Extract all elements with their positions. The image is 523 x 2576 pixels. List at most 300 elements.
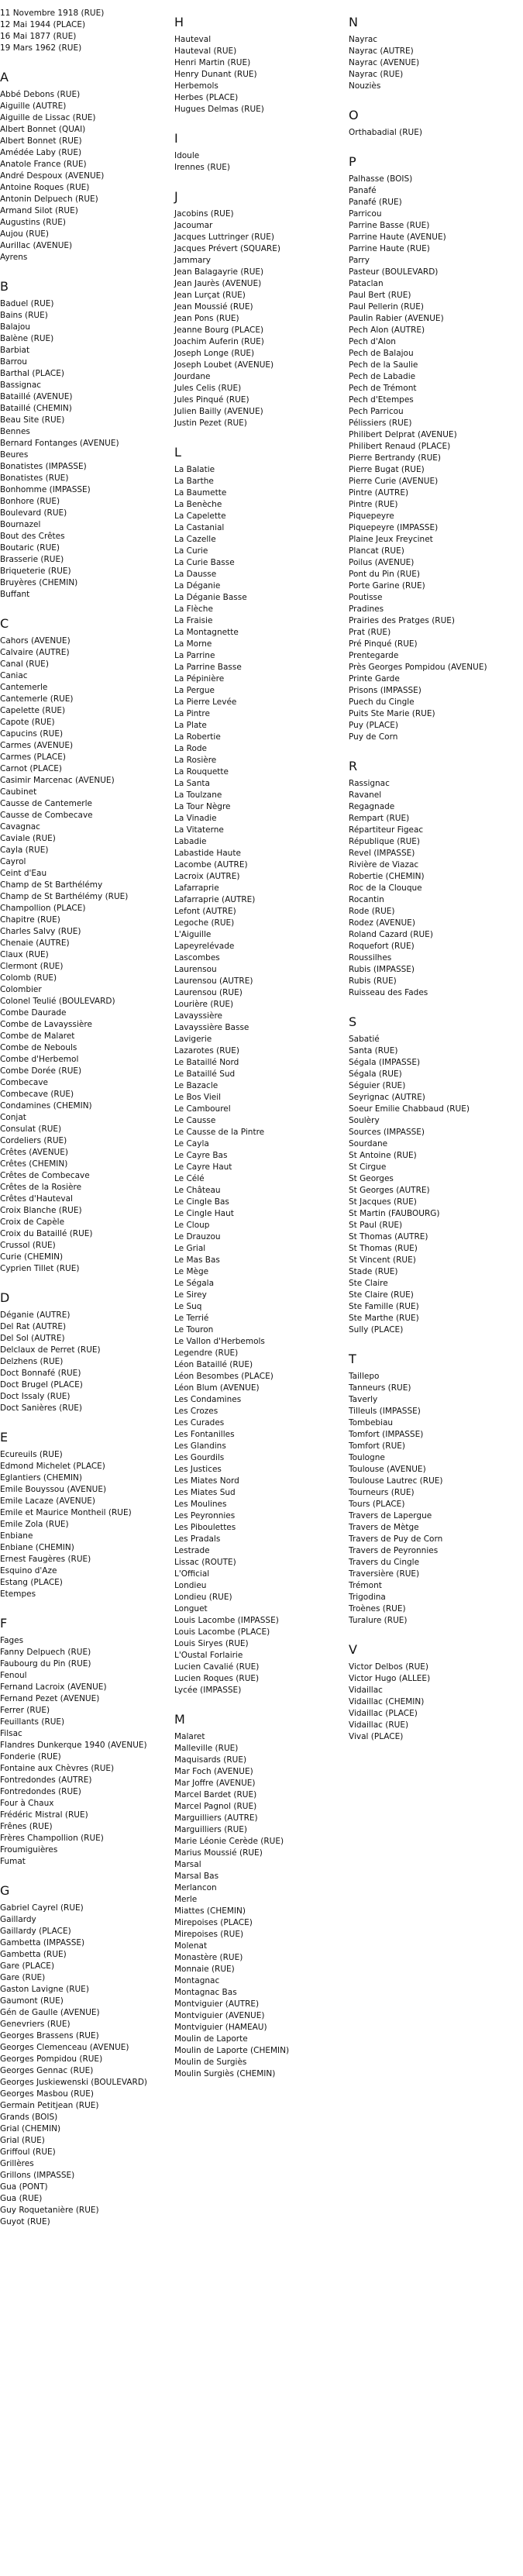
street-entry: Estang (PLACE) [0, 1578, 63, 1587]
street-entry: Sourdane [349, 1139, 388, 1149]
street-entry: Frênes (RUE) [0, 1822, 53, 1831]
letter-section [0, 8, 163, 54]
street-entry: République (RUE) [349, 837, 421, 846]
street-entry: Lacombe (AUTRE) [174, 860, 248, 870]
street-entry: Julien Bailly (AVENUE) [174, 407, 263, 416]
street-entry: Consulat (RUE) [0, 1124, 62, 1134]
street-entry: Molenat [174, 1941, 208, 1951]
street-entry: Tilleuls (IMPASSE) [349, 1407, 421, 1416]
street-entry: Printe Garde [349, 674, 400, 684]
street-entry: Près Georges Pompidou (AVENUE) [349, 663, 487, 672]
street-entry: Causse de Cantemerle [0, 799, 93, 808]
street-entry: Le Grial [174, 1244, 206, 1253]
street-entry: La Castanial [174, 523, 225, 532]
street-entry: Montviguier (AVENUE) [174, 2011, 265, 2020]
street-entry: Turalure (RUE) [349, 1616, 408, 1625]
street-entry: Buffant [0, 590, 30, 599]
street-entry: Le Drauzou [174, 1232, 221, 1242]
street-entry: Le Bos Vieil [174, 1093, 222, 1102]
street-entry: Canal (RUE) [0, 659, 49, 669]
street-entry: Lefont (AUTRE) [174, 907, 236, 916]
street-entry: Armand Silot (RUE) [0, 206, 78, 215]
street-entry: Le Bataillé Sud [174, 1069, 236, 1079]
street-entry: Travers de Lapergue [349, 1511, 432, 1520]
street-entry: Grial (RUE) [0, 2136, 45, 2145]
street-entry: Montagnac [174, 1976, 220, 1985]
street-entry: Lavayssière Basse [174, 1023, 249, 1032]
street-entry: Toulogne [349, 1453, 385, 1462]
street-entry: Les Miates Nord [174, 1476, 239, 1486]
street-entry: Ayrens [0, 253, 28, 262]
street-entry: Pech Parricou [349, 407, 404, 416]
street-entry: Antonin Delpuech (RUE) [0, 195, 98, 204]
street-entry: Eglantiers (CHEMIN) [0, 1473, 82, 1483]
street-entry: Beau Site (RUE) [0, 415, 65, 425]
street-entry: Le Cloup [174, 1221, 210, 1230]
street-entry: Jean Lurçat (RUE) [174, 291, 246, 300]
street-entry: Conjat [0, 1113, 26, 1122]
street-entry: Combe de Lavayssière [0, 1020, 92, 1029]
street-entry: Fanny Delpuech (RUE) [0, 1648, 91, 1657]
section-letter-heading: G [0, 1883, 10, 1898]
street-entry: Crêtes (AVENUE) [0, 1148, 68, 1157]
street-entry: Legendre (RUE) [174, 1348, 239, 1358]
street-entry: Parrine Basse (RUE) [349, 221, 430, 230]
street-entry: Mirepoises (PLACE) [174, 1918, 253, 1927]
index-column-3 [349, 8, 511, 1755]
street-entry: Grillons (IMPASSE) [0, 2171, 75, 2180]
street-entry: Champ de St Barthélémy [0, 880, 103, 890]
street-entry: Lacroix (AUTRE) [174, 872, 240, 881]
street-entry: Barthal (PLACE) [0, 369, 64, 378]
letter-section [0, 275, 163, 601]
letter-section [349, 1638, 511, 1743]
street-entry: La Flèche [174, 604, 213, 614]
street-entry: Combe d'Herbemol [0, 1055, 79, 1064]
street-entry: Bonhore (RUE) [0, 497, 60, 506]
street-entry: Séguier (RUE) [349, 1081, 406, 1090]
street-entry: Jacoumar [174, 221, 213, 230]
street-entry: Ste Claire [349, 1279, 388, 1288]
street-entry: Malleville (RUE) [174, 1744, 239, 1753]
street-entry: Balène (RUE) [0, 334, 54, 343]
street-entry: Nayrac [349, 35, 378, 44]
street-entry: Gaston Lavigne (RUE) [0, 1985, 89, 1994]
street-entry: Rodez (AVENUE) [349, 918, 415, 928]
section-letter-heading: T [349, 1352, 356, 1366]
street-entry: Colombier [0, 985, 42, 994]
street-entry: Ségala (RUE) [349, 1069, 402, 1079]
street-entry: Les Justices [174, 1465, 222, 1474]
street-entry: Travers de Mètge [349, 1523, 419, 1532]
street-entry: Léon Bataillé (RUE) [174, 1360, 253, 1369]
street-entry: Travers du Cingle [349, 1558, 420, 1567]
street-entry: Victor Delbos (RUE) [349, 1662, 429, 1672]
street-entry: Joseph Longe (RUE) [174, 349, 255, 358]
letter-section [174, 441, 337, 1696]
street-entry: Soeur Emilie Chabbaud (RUE) [349, 1104, 470, 1114]
street-entry: Jourdane [174, 372, 211, 381]
street-entry: Roland Cazard (RUE) [349, 930, 433, 939]
street-entry: Genevriers (RUE) [0, 2020, 71, 2029]
street-entry: Sabatié [349, 1035, 380, 1044]
street-entry: Justin Pezet (RUE) [174, 418, 247, 428]
street-entry: Boutaric (RUE) [0, 543, 60, 553]
street-entry: Rivière de Viazac [349, 860, 419, 870]
section-letter-heading: B [0, 279, 9, 294]
street-entry: Colomb (RUE) [0, 973, 57, 983]
street-entry: Les Gourdils [174, 1453, 225, 1462]
street-entry: Toulouse Lautrec (RUE) [349, 1476, 443, 1486]
street-entry: Bout des Crêtes [0, 532, 65, 541]
street-entry: Le Touron [174, 1325, 214, 1334]
section-letter-heading: V [349, 1642, 357, 1657]
street-entry: Ferrer (RUE) [0, 1706, 50, 1715]
street-entry: Le Cambourel [174, 1104, 231, 1114]
street-entry: Enbiane (CHEMIN) [0, 1543, 74, 1552]
index-column-2 [174, 8, 337, 2092]
street-entry: Combecave (RUE) [0, 1090, 74, 1099]
street-entry: Lafarraprie (AUTRE) [174, 895, 256, 904]
street-entry: La Cazelle [174, 535, 216, 544]
street-entry: Del Rat (AUTRE) [0, 1322, 67, 1331]
street-entry: Ruisseau des Fades [349, 988, 428, 997]
street-entry: Lycée (IMPASSE) [174, 1686, 242, 1695]
street-entry: Pech de Trémont [349, 384, 417, 393]
letter-section [0, 1426, 163, 1600]
street-entry: Nouziès [349, 81, 381, 91]
street-entry: Louis Lacombe (PLACE) [174, 1627, 270, 1637]
street-entry: Marcel Pagnol (RUE) [174, 1802, 257, 1811]
street-entry: Gare (RUE) [0, 1973, 46, 1982]
street-entry: Jacobins (RUE) [174, 209, 234, 219]
street-entry: La Déganie [174, 581, 221, 591]
street-entry: Anatole France (RUE) [0, 160, 87, 169]
street-entry: Georges Gennac (RUE) [0, 2066, 94, 2075]
street-entry: Laurensou (RUE) [174, 988, 243, 997]
street-entry: Jean Moussié (RUE) [174, 302, 253, 312]
street-entry: Miattes (CHEMIN) [174, 1906, 246, 1916]
street-entry: Jacques Prévert (SQUARE) [174, 244, 280, 253]
street-entry: Fontaine aux Chèvres (RUE) [0, 1764, 115, 1773]
street-entry: Jean Jaurès (AVENUE) [174, 279, 262, 288]
street-entry: Colonel Teulié (BOULEVARD) [0, 997, 115, 1006]
street-entry: Les Moulines [174, 1500, 227, 1509]
street-entry: Caviale (RUE) [0, 834, 56, 843]
street-entry: Pierre Curie (AVENUE) [349, 477, 439, 486]
street-entry: Traversière (RUE) [349, 1569, 420, 1579]
street-entry: Léon Blum (AVENUE) [174, 1383, 260, 1393]
street-entry: Bonatistes (IMPASSE) [0, 462, 87, 471]
street-entry: Monastère (RUE) [174, 1953, 243, 1962]
section-letter-heading: I [174, 131, 178, 146]
street-entry: Vidaillac (CHEMIN) [349, 1697, 425, 1706]
street-entry: Antoine Roques (RUE) [0, 183, 90, 192]
street-entry: Etempes [0, 1589, 36, 1599]
street-entry: Le Cayla [174, 1139, 209, 1149]
street-entry: Georges Pompidou (RUE) [0, 2054, 103, 2064]
street-entry: Briqueterie (RUE) [0, 567, 71, 576]
street-entry: Le Causse [174, 1116, 216, 1125]
street-entry: Georges Masbou (RUE) [0, 2089, 94, 2099]
street-entry: Le Cingle Bas [174, 1197, 229, 1207]
street-entry: Pech de la Saulie [349, 360, 418, 370]
street-entry: Fages [0, 1636, 24, 1645]
street-entry: Moulin de Surgiès [174, 2058, 247, 2067]
street-entry: Paul Pellerin (RUE) [349, 302, 424, 312]
street-entry: Baduel (RUE) [0, 299, 54, 308]
street-entry: Curie (CHEMIN) [0, 1252, 64, 1262]
street-entry: La Montagnette [174, 628, 239, 637]
street-entry: Rassignac [349, 779, 390, 788]
street-entry: La Pergue [174, 686, 215, 695]
street-entry: Charles Salvy (RUE) [0, 927, 81, 936]
street-entry: Le Mas Bas [174, 1255, 220, 1265]
street-entry: Philibert Delprat (AVENUE) [349, 430, 457, 439]
street-entry: Fontredondes (AUTRE) [0, 1775, 92, 1785]
street-entry: Tomfort (RUE) [349, 1441, 405, 1451]
street-entry: Pintre (RUE) [349, 500, 398, 509]
street-entry: La Rode [174, 744, 207, 753]
street-entry: Frères Champollion (RUE) [0, 1834, 104, 1843]
street-entry: Vidaillac (PLACE) [349, 1709, 418, 1718]
street-entry: Crussol (RUE) [0, 1241, 56, 1250]
street-entry: Jules Celis (RUE) [174, 384, 242, 393]
index-column-1 [0, 8, 163, 2240]
street-entry: Londieu (RUE) [174, 1593, 232, 1602]
section-letter-heading: M [174, 1712, 185, 1727]
street-entry: Parrine Haute (AVENUE) [349, 232, 446, 242]
street-entry: La Dausse [174, 570, 217, 579]
street-entry: Guyot (RUE) [0, 2217, 50, 2226]
street-entry: Les Fontanilles [174, 1430, 235, 1439]
letter-section [174, 1708, 337, 2080]
street-entry: Claux (RUE) [0, 950, 49, 959]
street-entry: Lourière (RUE) [174, 1000, 234, 1009]
street-entry: Henry Dunant (RUE) [174, 70, 257, 79]
street-entry: Emile et Maurice Montheil (RUE) [0, 1508, 132, 1517]
street-entry: Paul Bert (RUE) [349, 291, 411, 300]
street-entry: Le Cayre Bas [174, 1151, 228, 1160]
street-entry: Cyprien Tillet (RUE) [0, 1264, 80, 1273]
section-letter-heading: N [349, 15, 358, 29]
street-entry: L'Aiguille [174, 930, 212, 939]
street-entry: Bonhomme (IMPASSE) [0, 485, 91, 494]
street-entry: Gén de Gaulle (AVENUE) [0, 2008, 100, 2017]
street-entry: Stade (RUE) [349, 1267, 398, 1276]
street-entry: Combe Dorée (RUE) [0, 1066, 82, 1076]
street-entry: Capelette (RUE) [0, 706, 66, 715]
street-entry: Croix de Capèle [0, 1217, 65, 1227]
street-entry: Parricou [349, 209, 382, 219]
street-entry: Cayla (RUE) [0, 845, 49, 855]
street-entry: St Paul (RUE) [349, 1221, 403, 1230]
street-entry: Troènes (RUE) [349, 1604, 406, 1613]
street-entry: Delclaux de Perret (RUE) [0, 1345, 101, 1355]
street-entry: Legoche (RUE) [174, 918, 235, 928]
street-entry: La Parrine Basse [174, 663, 242, 672]
street-entry: Tomfort (IMPASSE) [349, 1430, 424, 1439]
street-entry: Cantemerle [0, 683, 48, 692]
letter-section [349, 755, 511, 999]
street-entry: Fumat [0, 1857, 26, 1866]
street-entry: Santa (RUE) [349, 1046, 398, 1056]
street-entry: Bennes [0, 427, 30, 436]
street-entry: Les Condamines [174, 1395, 242, 1404]
street-entry: Lavayssière [174, 1011, 223, 1021]
street-entry: Léon Besombes (PLACE) [174, 1372, 274, 1381]
letter-section [174, 127, 337, 174]
street-entry: Emile Bouyssou (AVENUE) [0, 1485, 107, 1494]
street-entry: Marsal Bas [174, 1872, 219, 1881]
street-entry: Cordeliers (RUE) [0, 1136, 67, 1145]
street-entry: Beures [0, 450, 29, 460]
street-entry: Sully (PLACE) [349, 1325, 404, 1334]
street-entry: St Vincent (RUE) [349, 1255, 416, 1265]
street-entry: La Pintre [174, 709, 210, 718]
street-entry: Rempart (RUE) [349, 814, 410, 823]
street-entry: Poutisse [349, 593, 383, 602]
street-entry: Vidaillac (RUE) [349, 1720, 409, 1730]
street-entry: 12 Mai 1944 (PLACE) [0, 20, 86, 29]
street-entry: Puy (PLACE) [349, 721, 398, 730]
street-entry: Merle [174, 1895, 198, 1904]
street-entry: Pech Alon (AUTRE) [349, 325, 425, 335]
street-entry: Esquino d'Aze [0, 1566, 57, 1576]
street-entry: Prisons (IMPASSE) [349, 686, 421, 695]
street-entry: Le Terrié [174, 1314, 209, 1323]
section-letter-heading: L [174, 445, 181, 460]
street-entry: Marsal [174, 1860, 201, 1869]
street-entry: La Pierre Levée [174, 697, 237, 707]
street-entry: La Déganie Basse [174, 593, 247, 602]
section-letter-heading: C [0, 616, 9, 631]
street-entry: Lissac (ROUTE) [174, 1558, 236, 1567]
street-entry: Calvaire (AUTRE) [0, 648, 70, 657]
street-entry: Edmond Michelet (PLACE) [0, 1462, 105, 1471]
street-entry: Herbes (PLACE) [174, 93, 239, 102]
street-entry: Capote (RUE) [0, 718, 55, 727]
street-entry: Balajou [0, 322, 30, 332]
street-entry: Gaumont (RUE) [0, 1996, 64, 2006]
street-entry: Grillères [0, 2159, 34, 2168]
street-entry: Déganie (AUTRE) [0, 1310, 71, 1320]
street-entry: Fonderie (RUE) [0, 1752, 61, 1762]
street-entry: Le Bataillé Nord [174, 1058, 239, 1067]
section-letter-heading: H [174, 15, 184, 29]
street-entry: La Robertie [174, 732, 221, 742]
street-entry: Plancat (RUE) [349, 546, 404, 556]
street-entry: Fenoul [0, 1671, 27, 1680]
street-entry: Roquefort (RUE) [349, 942, 415, 951]
section-letter-heading: P [349, 154, 356, 169]
street-entry: Crêtes de Combecave [0, 1171, 90, 1180]
street-entry: Pasteur (BOULEVARD) [349, 267, 439, 277]
section-letter-heading: F [0, 1616, 8, 1631]
street-entry: La Capelette [174, 511, 226, 521]
street-entry: Puy de Corn [349, 732, 398, 742]
street-entry: Ernest Faugères (RUE) [0, 1555, 91, 1564]
letter-section [0, 1879, 163, 2228]
street-entry: Moulin de Laporte [174, 2034, 248, 2044]
street-entry: St Martin (FAUBOURG) [349, 1209, 440, 1218]
street-entry: Abbé Debons (RUE) [0, 90, 81, 99]
street-entry: Aiguille (AUTRE) [0, 102, 67, 111]
letter-section [0, 1612, 163, 1868]
street-entry: Clermont (RUE) [0, 962, 64, 971]
street-entry: Montviguier (HAMEAU) [174, 2023, 267, 2032]
street-entry: Le Suq [174, 1302, 202, 1311]
street-entry: Plaine Jeux Freycinet [349, 535, 433, 544]
street-entry: La Barthe [174, 477, 214, 486]
street-entry: Georges Juskiewenski (BOULEVARD) [0, 2078, 147, 2087]
street-entry: Albert Bonnet (RUE) [0, 136, 82, 146]
street-entry: Bataillé (CHEMIN) [0, 404, 72, 413]
street-entry: Lavigerie [174, 1035, 212, 1044]
section-letter-heading: A [0, 70, 9, 84]
street-entry: Tombebiau [349, 1418, 394, 1427]
street-entry: Les Peyronnies [174, 1511, 236, 1520]
street-entry: Herbemols [174, 81, 218, 91]
street-entry: La Vinadie [174, 814, 217, 823]
street-entry: Roussilhes [349, 953, 392, 963]
street-entry: Emile Lacaze (AVENUE) [0, 1496, 95, 1506]
street-entry: Hauteval (RUE) [174, 46, 237, 56]
street-entry: Barbiat [0, 346, 30, 355]
street-entry: Combe de Nebouls [0, 1043, 77, 1052]
street-entry: Ségala (IMPASSE) [349, 1058, 421, 1067]
street-entry: La Benèche [174, 500, 222, 509]
street-entry: Laurensou [174, 965, 217, 974]
street-entry: Gambetta (IMPASSE) [0, 1938, 85, 1947]
street-entry: Jammary [174, 256, 211, 265]
letter-section [0, 66, 163, 263]
street-entry: Champ de St Barthélémy (RUE) [0, 892, 129, 901]
street-entry: St Georges (AUTRE) [349, 1186, 430, 1195]
section-letter-heading: D [0, 1290, 10, 1305]
street-entry: Roc de la Clouque [349, 883, 422, 893]
street-entry: Le Célé [174, 1174, 205, 1183]
street-entry: Griffoul (RUE) [0, 2147, 56, 2157]
street-entry: L'Oustal Forlairie [174, 1651, 243, 1660]
street-entry: Marius Moussié (RUE) [174, 1848, 263, 1858]
street-entry: Hugues Delmas (RUE) [174, 105, 264, 114]
street-entry: Parry [349, 256, 370, 265]
street-entry: Doct Bonnafé (RUE) [0, 1369, 81, 1378]
street-entry: Bonatistes (RUE) [0, 474, 69, 483]
street-entry: Gaillardy (PLACE) [0, 1927, 71, 1936]
letter-section [349, 150, 511, 743]
street-entry: Marie Léonie Cerède (RUE) [174, 1837, 284, 1846]
street-entry: Bernard Fontanges (AVENUE) [0, 439, 119, 448]
street-entry: Le Bazacle [174, 1081, 218, 1090]
street-entry: Porte Garine (RUE) [349, 581, 425, 591]
street-entry: Lestrade [174, 1546, 210, 1555]
street-entry: Le Ségala [174, 1279, 215, 1288]
street-entry: Toulouse (AVENUE) [349, 1465, 426, 1474]
street-entry: Philibert Renaud (PLACE) [349, 442, 451, 451]
section-letter-heading: S [349, 1014, 357, 1029]
section-letter-heading: R [349, 759, 358, 773]
street-entry: La Morne [174, 639, 212, 649]
street-entry: Barrou [0, 357, 27, 367]
street-entry: Bains (RUE) [0, 311, 48, 320]
street-entry: Les Curades [174, 1418, 225, 1427]
street-entry: Vidaillac [349, 1686, 383, 1695]
street-entry: Labastide Haute [174, 849, 241, 858]
street-entry: La Balatie [174, 465, 215, 474]
street-entry: Louis Siryes (RUE) [174, 1639, 249, 1648]
